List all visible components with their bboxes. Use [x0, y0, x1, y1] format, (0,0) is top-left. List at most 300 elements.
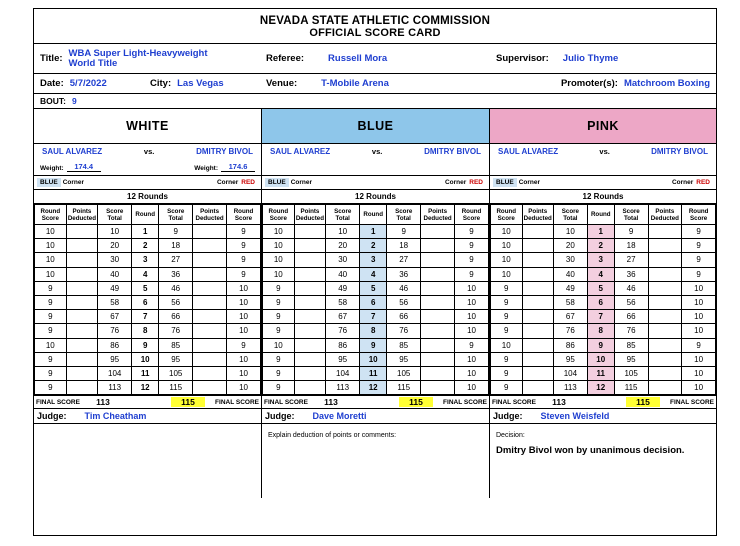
round-score-red: 10: [227, 366, 261, 380]
score-total-blue: 104: [326, 366, 360, 380]
final-score-red: 115: [171, 397, 205, 407]
points-deducted-blue: [522, 239, 554, 253]
points-deducted-blue: [66, 239, 98, 253]
round-number: 4: [587, 267, 614, 281]
points-deducted-blue: [522, 310, 554, 324]
score-total-blue: 104: [554, 366, 588, 380]
round-number: 12: [587, 381, 614, 395]
score-total-blue: 49: [554, 281, 588, 295]
round-score-red: 10: [682, 310, 716, 324]
points-deducted-red: [193, 267, 227, 281]
col-round: Round: [360, 205, 387, 225]
points-deducted-blue: [294, 225, 326, 239]
final-score-red: 115: [626, 397, 660, 407]
round-score-red: 9: [455, 267, 489, 281]
round-score-red: 10: [682, 281, 716, 295]
points-deducted-red: [648, 338, 682, 352]
points-deducted-blue: [522, 267, 554, 281]
score-total-blue: 20: [326, 239, 360, 253]
round-number: 1: [587, 225, 614, 239]
score-total-blue: 86: [98, 338, 132, 352]
table-row: [35, 338, 261, 352]
col-red-points-deducted: Points Deducted: [648, 205, 682, 225]
judge-label: Judge:: [37, 411, 67, 422]
round-score-red: 10: [455, 281, 489, 295]
table-row: [491, 324, 716, 338]
supervisor-field: [490, 44, 716, 73]
points-deducted-red: [193, 338, 227, 352]
points-deducted-blue: [294, 239, 326, 253]
round-score-blue: 9: [491, 295, 523, 309]
title-referee-supervisor-row: [34, 44, 716, 74]
round-score-red: 9: [227, 225, 261, 239]
round-number: 9: [587, 338, 614, 352]
col-blue-score-total: Score Total: [554, 205, 588, 225]
round-score-blue: 9: [491, 281, 523, 295]
round-score-red: 9: [682, 338, 716, 352]
round-score-blue: 9: [263, 381, 295, 395]
final-score-label-left: FINAL SCORE: [264, 398, 308, 406]
commission-name: NEVADA STATE ATHLETIC COMMISSION: [259, 15, 491, 27]
round-score-blue: 9: [35, 281, 67, 295]
col-red-points-deducted: Points Deducted: [421, 205, 455, 225]
round-score-blue: 9: [35, 310, 67, 324]
round-number: 7: [132, 310, 159, 324]
points-deducted-red: [193, 381, 227, 395]
round-score-red: 10: [682, 324, 716, 338]
round-score-blue: 10: [263, 239, 295, 253]
score-total-blue: 20: [98, 239, 132, 253]
bout-value: 9: [71, 96, 77, 106]
notes-area[interactable]: [34, 424, 261, 498]
points-deducted-red: [421, 366, 455, 380]
notes-area[interactable]: [262, 424, 489, 498]
col-red-points-deducted: Points Deducted: [193, 205, 227, 225]
points-deducted-blue: [522, 253, 554, 267]
final-score-row: [34, 395, 261, 409]
scorecard-page: [33, 8, 717, 536]
points-deducted-blue: [294, 310, 326, 324]
score-total-blue: 58: [554, 295, 588, 309]
corner-blue-tag: BLUE: [37, 178, 61, 187]
points-deducted-blue: [294, 253, 326, 267]
scorecard-white: [34, 109, 262, 498]
score-total-red: 27: [159, 253, 193, 267]
round-score-blue: 10: [491, 338, 523, 352]
col-blue-points-deducted: Points Deducted: [294, 205, 326, 225]
card-color-title: WHITE: [34, 109, 261, 144]
points-deducted-blue: [522, 324, 554, 338]
round-number: 11: [360, 366, 387, 380]
table-row: [263, 352, 489, 366]
points-deducted-red: [193, 295, 227, 309]
points-deducted-red: [193, 281, 227, 295]
score-total-red: 115: [614, 381, 648, 395]
score-table: [490, 204, 716, 395]
score-total-blue: 30: [326, 253, 360, 267]
score-total-blue: 58: [98, 295, 132, 309]
judge-row: [262, 409, 489, 424]
judge-name: Steven Weisfeld: [540, 411, 610, 422]
judge-name: Dave Moretti: [312, 411, 367, 422]
title-value: WBA Super Light-Heavyweight World Title: [68, 47, 208, 69]
round-score-red: 10: [455, 295, 489, 309]
weight-blue-label: Weight:: [40, 165, 64, 172]
round-score-blue: 10: [35, 338, 67, 352]
round-score-red: 10: [227, 381, 261, 395]
points-deducted-blue: [522, 381, 554, 395]
bout-row: [34, 94, 716, 109]
vs-label: vs.: [599, 147, 610, 156]
corner-blue-tag: BLUE: [493, 178, 517, 187]
score-table-header: [35, 205, 261, 225]
score-total-blue: 67: [326, 310, 360, 324]
round-number: 9: [360, 338, 387, 352]
score-total-blue: 58: [326, 295, 360, 309]
score-total-red: 76: [387, 324, 421, 338]
score-total-red: 95: [614, 352, 648, 366]
table-row: [35, 310, 261, 324]
score-total-red: 105: [614, 366, 648, 380]
corner-right-label: Corner: [444, 179, 467, 186]
score-total-red: 115: [159, 381, 193, 395]
round-score-red: 10: [227, 295, 261, 309]
promoters-label: Promoter(s):: [560, 78, 618, 89]
table-row: [491, 338, 716, 352]
round-score-red: 10: [682, 381, 716, 395]
round-score-red: 9: [227, 253, 261, 267]
weights-row: [34, 159, 261, 176]
round-score-blue: 9: [263, 295, 295, 309]
round-number: 3: [587, 253, 614, 267]
round-score-red: 10: [227, 352, 261, 366]
fighter-names-row: [34, 144, 261, 159]
points-deducted-blue: [522, 281, 554, 295]
score-total-red: 85: [159, 338, 193, 352]
round-number: 2: [587, 239, 614, 253]
round-number: 10: [132, 352, 159, 366]
weight-blue-value: 174.4: [67, 162, 101, 172]
col-red-round-score: Round Score: [455, 205, 489, 225]
corner-red-tag: RED: [469, 179, 483, 186]
corner-row: [490, 176, 716, 190]
judge-label: Judge:: [493, 411, 523, 422]
points-deducted-red: [421, 324, 455, 338]
round-number: 5: [132, 281, 159, 295]
score-table: [34, 204, 261, 395]
points-deducted-red: [193, 310, 227, 324]
points-deducted-red: [648, 281, 682, 295]
col-red-score-total: Score Total: [159, 205, 193, 225]
col-blue-points-deducted: Points Deducted: [522, 205, 554, 225]
supervisor-value: Julio Thyme: [562, 53, 619, 64]
judge-row: [490, 409, 716, 424]
referee-value: Russell Mora: [328, 53, 388, 64]
round-score-blue: 9: [491, 381, 523, 395]
round-score-blue: 9: [35, 352, 67, 366]
judge-label: Judge:: [265, 411, 295, 422]
card-color-title: BLUE: [262, 109, 489, 144]
table-row: [263, 338, 489, 352]
col-red-round-score: Round Score: [682, 205, 716, 225]
scorecard-pink: [490, 109, 716, 498]
final-score-label-right: FINAL SCORE: [443, 398, 487, 406]
points-deducted-blue: [66, 381, 98, 395]
round-score-red: 10: [455, 310, 489, 324]
col-red-score-total: Score Total: [387, 205, 421, 225]
score-total-red: 46: [159, 281, 193, 295]
round-number: 3: [132, 253, 159, 267]
round-number: 7: [360, 310, 387, 324]
table-row: [491, 225, 716, 239]
points-deducted-red: [648, 267, 682, 281]
round-score-red: 10: [227, 324, 261, 338]
weights-row: [262, 159, 489, 176]
corner-row: [262, 176, 489, 190]
score-total-blue: 76: [98, 324, 132, 338]
score-total-red: 9: [614, 225, 648, 239]
round-score-blue: 10: [263, 253, 295, 267]
rounds-label: 12 Rounds: [490, 190, 716, 204]
table-row: [263, 310, 489, 324]
table-row: [35, 352, 261, 366]
page-title: [34, 9, 716, 44]
corner-right-label: Corner: [216, 179, 239, 186]
score-total-blue: 95: [98, 352, 132, 366]
corner-blue-tag: BLUE: [265, 178, 289, 187]
round-number: 1: [132, 225, 159, 239]
round-number: 12: [132, 381, 159, 395]
round-number: 8: [132, 324, 159, 338]
col-blue-points-deducted: Points Deducted: [66, 205, 98, 225]
referee-field: [260, 44, 490, 73]
table-row: [35, 324, 261, 338]
score-table: [262, 204, 489, 395]
venue-field: [260, 74, 490, 93]
round-score-blue: 9: [491, 310, 523, 324]
points-deducted-red: [193, 239, 227, 253]
table-row: [35, 225, 261, 239]
notes-label: Decision:: [496, 432, 525, 440]
points-deducted-red: [421, 352, 455, 366]
table-row: [491, 239, 716, 253]
table-row: [491, 253, 716, 267]
score-table-body-blue: [263, 225, 489, 395]
points-deducted-blue: [294, 352, 326, 366]
score-total-red: 36: [614, 267, 648, 281]
round-score-blue: 10: [35, 225, 67, 239]
table-row: [263, 295, 489, 309]
score-total-blue: 86: [554, 338, 588, 352]
round-score-red: 9: [455, 225, 489, 239]
table-row: [263, 381, 489, 395]
score-total-red: 27: [387, 253, 421, 267]
fighter-red-name: DMITRY BIVOL: [424, 147, 481, 156]
points-deducted-red: [193, 324, 227, 338]
round-score-blue: 9: [491, 324, 523, 338]
fighter-names-row: [262, 144, 489, 159]
round-score-red: 10: [227, 310, 261, 324]
round-score-blue: 10: [35, 267, 67, 281]
final-score-label-left: FINAL SCORE: [492, 398, 536, 406]
score-total-red: 76: [614, 324, 648, 338]
notes-label: Explain deduction of points or comments:: [268, 432, 397, 440]
score-total-red: 18: [614, 239, 648, 253]
table-row: [35, 366, 261, 380]
points-deducted-red: [648, 295, 682, 309]
round-score-red: 9: [455, 253, 489, 267]
score-table-header: [263, 205, 489, 225]
weight-red-value: 174.6: [221, 162, 255, 172]
final-score-label-right: FINAL SCORE: [670, 398, 714, 406]
table-row: [263, 239, 489, 253]
final-score-blue: 113: [96, 397, 110, 408]
score-table-body-pink: [491, 225, 716, 395]
score-total-blue: 40: [98, 267, 132, 281]
points-deducted-blue: [66, 310, 98, 324]
table-row: [263, 267, 489, 281]
weights-row: [490, 159, 716, 176]
round-number: 9: [132, 338, 159, 352]
score-total-blue: 76: [554, 324, 588, 338]
table-row: [35, 253, 261, 267]
round-number: 6: [132, 295, 159, 309]
venue-label: Venue:: [266, 78, 298, 89]
score-total-red: 46: [387, 281, 421, 295]
points-deducted-blue: [522, 225, 554, 239]
referee-label: Referee:: [266, 53, 305, 64]
col-round: Round: [132, 205, 159, 225]
notes-area[interactable]: [490, 424, 716, 498]
points-deducted-red: [421, 310, 455, 324]
round-score-blue: 10: [35, 253, 67, 267]
round-score-blue: 10: [491, 239, 523, 253]
score-total-red: 9: [387, 225, 421, 239]
round-score-blue: 9: [263, 366, 295, 380]
corner-row: [34, 176, 261, 190]
score-total-blue: 113: [326, 381, 360, 395]
round-number: 12: [360, 381, 387, 395]
notes-text: Dmitry Bivol won by unanimous decision.: [496, 445, 685, 457]
round-number: 7: [587, 310, 614, 324]
round-number: 10: [587, 352, 614, 366]
round-number: 10: [360, 352, 387, 366]
table-row: [491, 310, 716, 324]
round-score-blue: 9: [263, 324, 295, 338]
corner-red-tag: RED: [696, 179, 710, 186]
table-row: [491, 267, 716, 281]
points-deducted-blue: [522, 295, 554, 309]
points-deducted-blue: [294, 366, 326, 380]
table-row: [491, 381, 716, 395]
points-deducted-red: [421, 267, 455, 281]
score-total-blue: 95: [554, 352, 588, 366]
score-total-blue: 30: [98, 253, 132, 267]
round-score-blue: 9: [35, 324, 67, 338]
table-row: [263, 366, 489, 380]
points-deducted-red: [421, 381, 455, 395]
supervisor-label: Supervisor:: [496, 53, 549, 64]
round-number: 8: [360, 324, 387, 338]
round-number: 6: [587, 295, 614, 309]
round-score-red: 10: [682, 366, 716, 380]
round-score-red: 9: [682, 267, 716, 281]
final-score-row: [490, 395, 716, 409]
table-row: [35, 381, 261, 395]
fighter-red-name: DMITRY BIVOL: [651, 147, 708, 156]
points-deducted-blue: [66, 267, 98, 281]
score-total-blue: 10: [554, 225, 588, 239]
round-number: 2: [360, 239, 387, 253]
table-row: [263, 225, 489, 239]
points-deducted-blue: [294, 324, 326, 338]
fighter-names-row: [490, 144, 716, 159]
fighter-blue-name: SAUL ALVAREZ: [498, 147, 559, 156]
scorecards-container: [34, 109, 716, 498]
score-total-blue: 40: [554, 267, 588, 281]
score-total-blue: 67: [98, 310, 132, 324]
city-field: [144, 74, 260, 93]
score-total-red: 66: [614, 310, 648, 324]
round-score-blue: 9: [35, 381, 67, 395]
score-total-blue: 113: [98, 381, 132, 395]
score-total-red: 66: [159, 310, 193, 324]
score-total-red: 18: [159, 239, 193, 253]
round-score-blue: 9: [491, 366, 523, 380]
points-deducted-red: [421, 225, 455, 239]
fighter-blue-name: SAUL ALVAREZ: [42, 147, 103, 156]
judge-row: [34, 409, 261, 424]
points-deducted-blue: [294, 295, 326, 309]
points-deducted-red: [648, 366, 682, 380]
points-deducted-red: [648, 225, 682, 239]
final-score-row: [262, 395, 489, 409]
points-deducted-blue: [66, 295, 98, 309]
round-number: 11: [132, 366, 159, 380]
round-score-blue: 10: [263, 267, 295, 281]
points-deducted-blue: [66, 253, 98, 267]
score-total-red: 36: [387, 267, 421, 281]
title-field: [34, 44, 260, 73]
score-total-red: 9: [159, 225, 193, 239]
col-blue-score-total: Score Total: [98, 205, 132, 225]
vs-label: vs.: [143, 147, 155, 156]
round-score-blue: 10: [35, 239, 67, 253]
points-deducted-red: [193, 352, 227, 366]
city-value: Las Vegas: [177, 78, 224, 89]
date-field: [34, 74, 144, 93]
final-score-blue: 113: [324, 397, 338, 408]
points-deducted-red: [421, 239, 455, 253]
round-score-red: 9: [455, 239, 489, 253]
round-score-red: 10: [455, 366, 489, 380]
corner-right-label: Corner: [671, 179, 694, 186]
score-total-blue: 40: [326, 267, 360, 281]
points-deducted-blue: [294, 338, 326, 352]
points-deducted-blue: [522, 366, 554, 380]
round-score-blue: 10: [263, 225, 295, 239]
round-score-blue: 9: [263, 281, 295, 295]
round-score-red: 10: [227, 281, 261, 295]
round-number: 8: [587, 324, 614, 338]
corner-left-label: Corner: [290, 179, 313, 186]
round-score-blue: 9: [263, 310, 295, 324]
score-total-red: 36: [159, 267, 193, 281]
col-round: Round: [587, 205, 614, 225]
points-deducted-red: [193, 225, 227, 239]
table-row: [263, 253, 489, 267]
round-score-blue: 10: [263, 338, 295, 352]
